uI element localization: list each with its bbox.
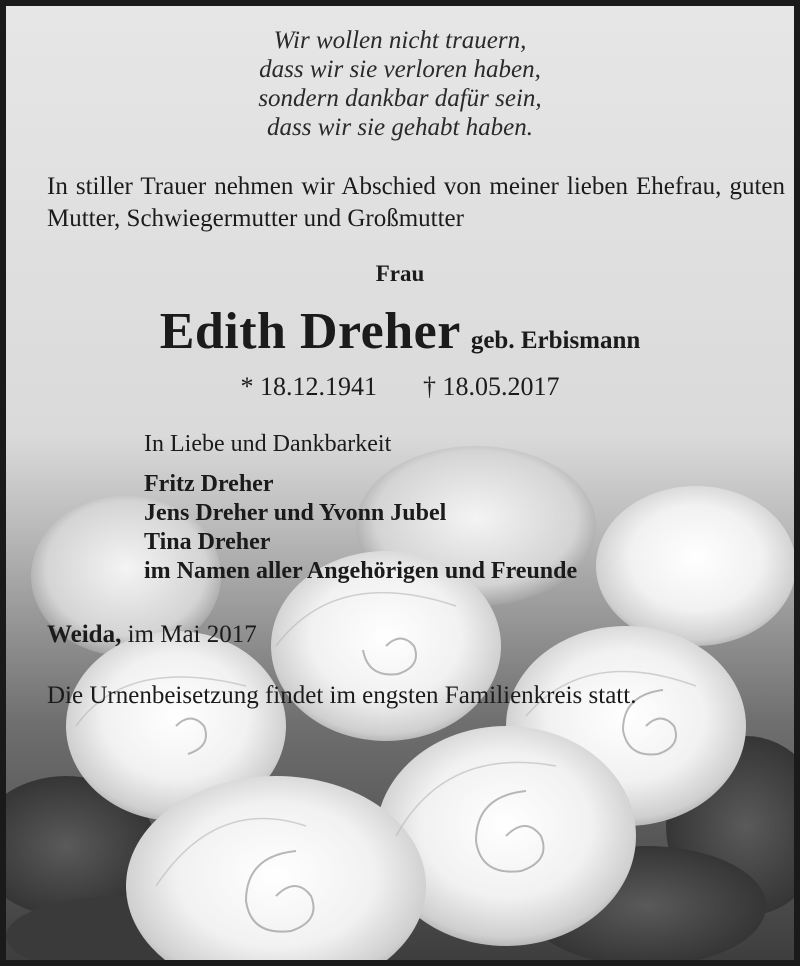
poem-line: sondern dankbar dafür sein, <box>258 85 542 112</box>
love-line: In Liebe und Dankbarkeit <box>144 431 392 457</box>
life-dates <box>6 372 794 402</box>
deceased-name: Edith Dreher <box>159 303 461 360</box>
death-date: † 18.05.2017 <box>423 372 560 401</box>
poem <box>6 26 794 142</box>
deceased-name-line <box>6 302 794 361</box>
birth-date: * 18.12.1941 <box>240 372 377 401</box>
family-member: Jens Dreher und Yvonn Jubel <box>144 500 447 526</box>
place-date <box>47 621 257 649</box>
salutation: Frau <box>375 261 425 286</box>
poem-line: Wir wollen nicht trauern, <box>273 27 527 54</box>
date: im Mai 2017 <box>127 621 257 648</box>
family-list <box>144 470 577 586</box>
family-member: Fritz Dreher <box>144 471 274 497</box>
intro-text: In stiller Trauer nehmen wir Abschied von meiner lieben Ehefrau, guten Mutter, Schwiegermutter und Großmutter <box>47 173 785 232</box>
place: Weida, <box>47 621 122 648</box>
family-member: im Namen aller Angehörigen und Freunde <box>144 558 578 584</box>
family-member: Tina Dreher <box>144 529 271 555</box>
notice-text <box>6 6 794 960</box>
poem-line: dass wir sie verloren haben, <box>259 56 541 83</box>
birth-name: geb. Erbismann <box>470 327 641 354</box>
poem-line: dass wir sie gehabt haben. <box>267 114 533 141</box>
burial-notice: Die Urnenbeisetzung findet im engsten Familienkreis statt. <box>47 682 637 709</box>
